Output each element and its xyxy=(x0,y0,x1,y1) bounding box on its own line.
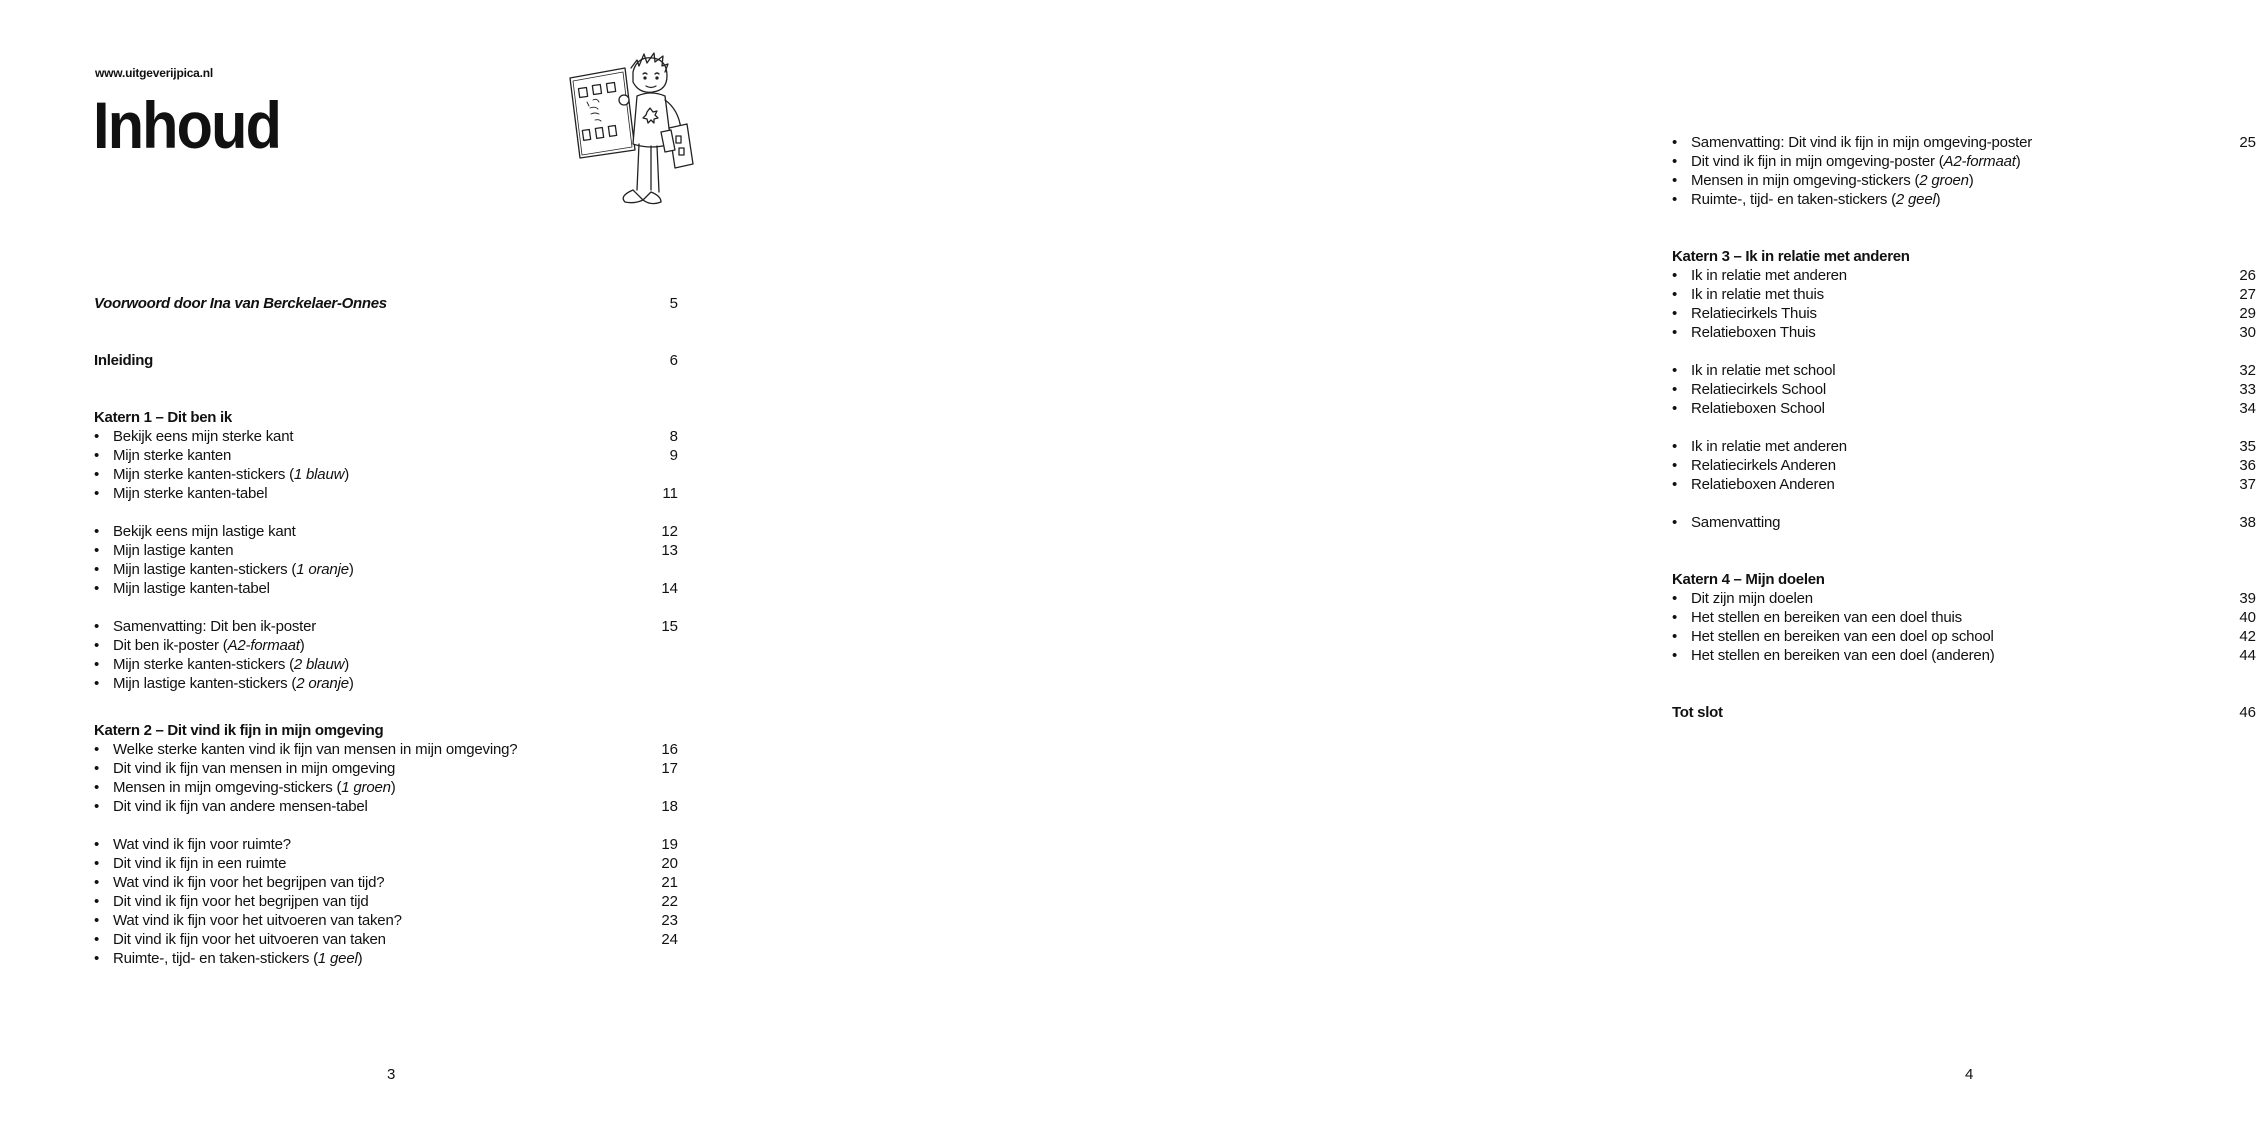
toc-entry-label: Ik in relatie met thuis xyxy=(1691,286,1824,303)
bullet-icon: • xyxy=(94,741,100,758)
toc-entry[interactable] xyxy=(94,674,678,693)
toc-entry[interactable] xyxy=(1672,304,2256,323)
bullet-icon: • xyxy=(1672,457,1678,474)
publisher-url[interactable]: www.uitgeverijpica.nl xyxy=(95,66,214,80)
toc-entry-label: Relatiecirkels School xyxy=(1691,381,1827,398)
toc-entry[interactable] xyxy=(94,854,678,873)
toc-entry-label: Ik in relatie met school xyxy=(1691,362,1836,379)
toc-heading[interactable] xyxy=(94,721,678,740)
bullet-icon: • xyxy=(94,523,100,540)
toc-page-number: 36 xyxy=(2239,457,2256,474)
toc-entry[interactable] xyxy=(94,759,678,778)
toc-page-number: 44 xyxy=(2239,647,2256,664)
toc-entry[interactable] xyxy=(1672,190,2256,209)
toc-page-number: 38 xyxy=(2239,514,2256,531)
toc-entry-label: Mijn lastige kanten-stickers (2 oranje) xyxy=(113,675,354,692)
bullet-icon: • xyxy=(1672,400,1678,417)
toc-entry-label: Dit vind ik fijn voor het begrijpen van tijd xyxy=(113,893,369,910)
bullet-icon: • xyxy=(94,950,100,967)
toc-entry-label: Het stellen en bereiken van een doel (anderen) xyxy=(1691,647,1995,664)
bullet-icon: • xyxy=(1672,172,1678,189)
bullet-icon: • xyxy=(94,447,100,464)
toc-page-number: 21 xyxy=(661,874,678,891)
toc-page-number: 16 xyxy=(661,741,678,758)
toc-entry-label: Mensen in mijn omgeving-stickers (1 groen) xyxy=(113,779,396,796)
toc-entry-label: Mijn lastige kanten-stickers (1 oranje) xyxy=(113,561,354,578)
bullet-icon: • xyxy=(94,779,100,796)
toc-entry-label: Mijn sterke kanten xyxy=(113,447,232,464)
toc-entry[interactable] xyxy=(94,522,678,541)
toc-heading[interactable] xyxy=(94,408,678,427)
toc-entry[interactable] xyxy=(1672,361,2256,380)
bullet-icon: • xyxy=(1672,647,1678,664)
toc-entry-label: Voorwoord door Ina van Berckelaer-Onnes xyxy=(94,295,387,312)
toc-page-number: 42 xyxy=(2239,628,2256,645)
bullet-icon: • xyxy=(94,855,100,872)
toc-entry-label: Samenvatting xyxy=(1691,514,1781,531)
toc-page-number: 29 xyxy=(2239,305,2256,322)
toc-entry-label: Het stellen en bereiken van een doel op school xyxy=(1691,628,1994,645)
toc-entry[interactable] xyxy=(94,778,678,797)
bullet-icon: • xyxy=(1672,609,1678,626)
toc-entry[interactable] xyxy=(1672,627,2256,646)
toc-entry-label: Wat vind ik fijn voor het uitvoeren van taken? xyxy=(113,912,402,929)
toc-entry-label: Katern 4 – Mijn doelen xyxy=(1672,571,1825,588)
toc-entry-label: Dit ben ik-poster (A2-formaat) xyxy=(113,637,305,654)
bullet-icon: • xyxy=(94,618,100,635)
toc-page-number: 34 xyxy=(2239,400,2256,417)
toc-entry[interactable] xyxy=(1672,456,2256,475)
bullet-icon: • xyxy=(94,656,100,673)
toc-entry-label: Wat vind ik fijn voor het begrijpen van tijd? xyxy=(113,874,385,891)
toc-entry[interactable] xyxy=(1672,475,2256,494)
toc-entry[interactable] xyxy=(94,636,678,655)
toc-right-column xyxy=(1672,133,2256,722)
toc-entry-label: Relatieboxen Thuis xyxy=(1691,324,1816,341)
toc-page-number: 13 xyxy=(661,542,678,559)
toc-entry[interactable] xyxy=(1672,152,2256,171)
bullet-icon: • xyxy=(1672,628,1678,645)
toc-entry[interactable] xyxy=(94,740,678,759)
bullet-icon: • xyxy=(1672,286,1678,303)
bullet-icon: • xyxy=(94,931,100,948)
toc-heading[interactable] xyxy=(94,294,678,313)
toc-entry[interactable] xyxy=(94,560,678,579)
toc-page-number: 40 xyxy=(2239,609,2256,626)
toc-page-number: 9 xyxy=(669,447,678,464)
toc-page-number: 8 xyxy=(669,428,678,445)
toc-page-number: 32 xyxy=(2239,362,2256,379)
toc-entry-label: Dit vind ik fijn in mijn omgeving-poster (A2-formaat) xyxy=(1691,153,2021,170)
bullet-icon: • xyxy=(1672,381,1678,398)
toc-page-number: 25 xyxy=(2239,134,2256,151)
left-page xyxy=(0,0,794,1123)
toc-page-number: 15 xyxy=(661,618,678,635)
bullet-icon: • xyxy=(1672,476,1678,493)
bullet-icon: • xyxy=(94,428,100,445)
bullet-icon: • xyxy=(94,485,100,502)
bullet-icon: • xyxy=(1672,324,1678,341)
toc-entry-label: Ruimte-, tijd- en taken-stickers (1 geel) xyxy=(113,950,363,967)
toc-entry[interactable] xyxy=(94,949,678,968)
toc-entry-label: Ik in relatie met anderen xyxy=(1691,267,1847,284)
bullet-icon: • xyxy=(1672,191,1678,208)
bullet-icon: • xyxy=(1672,305,1678,322)
toc-page-number: 39 xyxy=(2239,590,2256,607)
toc-page-number: 37 xyxy=(2239,476,2256,493)
toc-page-number: 6 xyxy=(669,352,678,369)
page-number-right: 4 xyxy=(1965,1066,1974,1083)
right-page xyxy=(794,0,2256,1123)
bullet-icon: • xyxy=(94,466,100,483)
toc-entry[interactable] xyxy=(1672,380,2256,399)
page-number-left: 3 xyxy=(387,1066,396,1083)
bullet-icon: • xyxy=(94,561,100,578)
toc-page-number: 17 xyxy=(661,760,678,777)
toc-heading[interactable] xyxy=(1672,247,2256,266)
toc-entry-label: Katern 2 – Dit vind ik fijn in mijn omgeving xyxy=(94,722,384,739)
bullet-icon: • xyxy=(1672,362,1678,379)
toc-entry[interactable] xyxy=(94,655,678,674)
toc-page-number: 30 xyxy=(2239,324,2256,341)
toc-entry[interactable] xyxy=(94,446,678,465)
bullet-icon: • xyxy=(94,760,100,777)
toc-heading[interactable] xyxy=(94,351,678,370)
toc-page-number: 23 xyxy=(661,912,678,929)
toc-entry[interactable] xyxy=(1672,646,2256,665)
bullet-icon: • xyxy=(1672,514,1678,531)
bullet-icon: • xyxy=(94,798,100,815)
toc-entry[interactable] xyxy=(1672,513,2256,532)
bullet-icon: • xyxy=(1672,267,1678,284)
bullet-icon: • xyxy=(94,893,100,910)
toc-entry[interactable] xyxy=(94,911,678,930)
bullet-icon: • xyxy=(1672,153,1678,170)
toc-entry[interactable] xyxy=(94,873,678,892)
toc-heading[interactable] xyxy=(1672,570,2256,589)
toc-entry[interactable] xyxy=(1672,323,2256,342)
toc-page-number: 22 xyxy=(661,893,678,910)
toc-entry-label: Ik in relatie met anderen xyxy=(1691,438,1847,455)
bullet-icon: • xyxy=(94,637,100,654)
bullet-icon: • xyxy=(94,542,100,559)
toc-page-number: 5 xyxy=(669,295,678,312)
boy-holding-poster-icon xyxy=(563,50,703,215)
toc-entry[interactable] xyxy=(1672,266,2256,285)
toc-page-number: 12 xyxy=(661,523,678,540)
toc-entry-label: Samenvatting: Dit ben ik-poster xyxy=(113,618,317,635)
toc-entry-label: Mijn sterke kanten-tabel xyxy=(113,485,268,502)
toc-entry[interactable] xyxy=(94,835,678,854)
toc-entry[interactable] xyxy=(94,617,678,636)
toc-page-number: 24 xyxy=(661,931,678,948)
bullet-icon: • xyxy=(94,580,100,597)
toc-page-number: 20 xyxy=(661,855,678,872)
toc-entry-label: Relatiecirkels Anderen xyxy=(1691,457,1836,474)
toc-entry-label: Mensen in mijn omgeving-stickers (2 groen) xyxy=(1691,172,1974,189)
toc-page-number: 11 xyxy=(662,485,678,502)
toc-entry[interactable] xyxy=(94,892,678,911)
bullet-icon: • xyxy=(94,874,100,891)
toc-entry[interactable] xyxy=(1672,608,2256,627)
toc-entry[interactable] xyxy=(94,427,678,446)
toc-entry[interactable] xyxy=(94,484,678,503)
toc-entry[interactable] xyxy=(1672,437,2256,456)
toc-entry-label: Wat vind ik fijn voor ruimte? xyxy=(113,836,291,853)
toc-page-number: 19 xyxy=(661,836,678,853)
toc-entry[interactable] xyxy=(1672,285,2256,304)
toc-left-column xyxy=(94,294,678,968)
bullet-icon: • xyxy=(94,836,100,853)
toc-entry-label: Relatieboxen School xyxy=(1691,400,1825,417)
bullet-icon: • xyxy=(94,675,100,692)
toc-entry-label: Het stellen en bereiken van een doel thuis xyxy=(1691,609,1962,626)
toc-page-number: 46 xyxy=(2239,704,2256,721)
toc-entry[interactable] xyxy=(94,797,678,816)
toc-entry-label: Katern 3 – Ik in relatie met anderen xyxy=(1672,248,1910,265)
toc-page-number: 18 xyxy=(661,798,678,815)
toc-entry[interactable] xyxy=(94,541,678,560)
toc-entry[interactable] xyxy=(1672,171,2256,190)
toc-entry-label: Relatiecirkels Thuis xyxy=(1691,305,1817,322)
toc-page-number: 14 xyxy=(661,580,678,597)
toc-page-number: 35 xyxy=(2239,438,2256,455)
toc-entry-label: Katern 1 – Dit ben ik xyxy=(94,409,232,426)
toc-page-number: 27 xyxy=(2239,286,2256,303)
toc-entry-label: Bekijk eens mijn lastige kant xyxy=(113,523,296,540)
toc-entry-label: Welke sterke kanten vind ik fijn van mensen in mijn omgeving? xyxy=(113,741,518,758)
toc-entry[interactable] xyxy=(94,579,678,598)
toc-entry-label: Dit vind ik fijn van mensen in mijn omgeving xyxy=(113,760,396,777)
toc-entry-label: Mijn sterke kanten-stickers (2 blauw) xyxy=(113,656,350,673)
toc-entry-label: Ruimte-, tijd- en taken-stickers (2 geel) xyxy=(1691,191,1941,208)
toc-entry-label: Mijn lastige kanten-tabel xyxy=(113,580,270,597)
toc-entry-label: Samenvatting: Dit vind ik fijn in mijn omgeving-poster xyxy=(1691,134,2033,151)
toc-entry-label: Inleiding xyxy=(94,352,153,369)
toc-entry[interactable] xyxy=(94,930,678,949)
toc-heading[interactable] xyxy=(1672,703,2256,722)
bullet-icon: • xyxy=(94,912,100,929)
toc-page-number: 26 xyxy=(2239,267,2256,284)
bullet-icon: • xyxy=(1672,438,1678,455)
toc-entry-label: Relatieboxen Anderen xyxy=(1691,476,1835,493)
bullet-icon: • xyxy=(1672,590,1678,607)
toc-entry[interactable] xyxy=(94,465,678,484)
toc-entry-label: Mijn sterke kanten-stickers (1 blauw) xyxy=(113,466,350,483)
toc-entry-label: Tot slot xyxy=(1672,704,1723,721)
toc-entry[interactable] xyxy=(1672,133,2256,152)
bullet-icon: • xyxy=(1672,134,1678,151)
toc-entry-label: Dit zijn mijn doelen xyxy=(1691,590,1813,607)
toc-entry[interactable] xyxy=(1672,399,2256,418)
page-title: Inhoud xyxy=(93,88,281,162)
toc-entry-label: Mijn lastige kanten xyxy=(113,542,234,559)
toc-entry-label: Dit vind ik fijn voor het uitvoeren van taken xyxy=(113,931,386,948)
toc-entry[interactable] xyxy=(1672,589,2256,608)
toc-entry-label: Dit vind ik fijn van andere mensen-tabel xyxy=(113,798,368,815)
toc-entry-label: Dit vind ik fijn in een ruimte xyxy=(113,855,287,872)
toc-page-number: 33 xyxy=(2239,381,2256,398)
toc-entry-label: Bekijk eens mijn sterke kant xyxy=(113,428,294,445)
